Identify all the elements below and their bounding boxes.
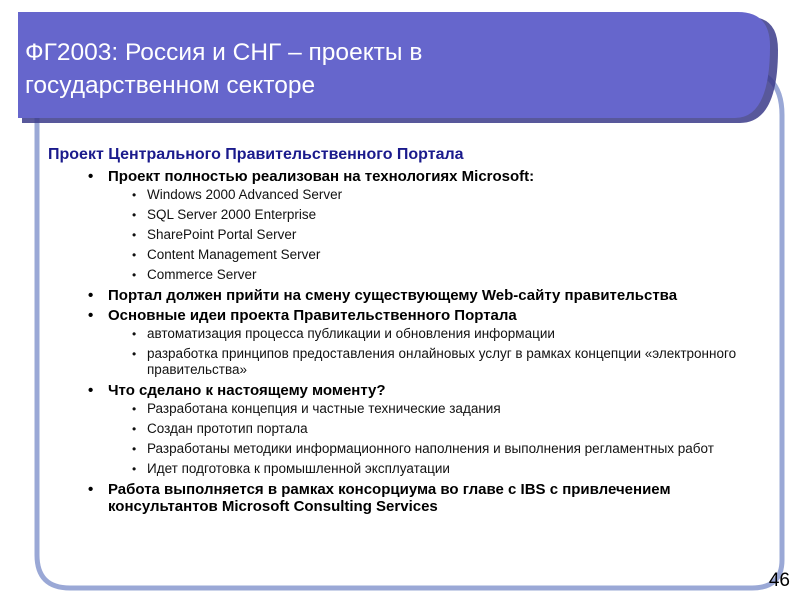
sub-bullet-text: Content Management Server [147,247,321,262]
bullet-item [48,168,770,185]
section-heading: Проект Центрального Правительственного Портала [48,146,464,163]
sub-bullet-text: Разработаны методики информационного наполнения и выполнения регламентных работ [147,441,714,456]
sub-bullet-icon: • [132,442,137,456]
sub-bullet-text: разработка принципов предоставления онлайновых услуг в рамках концепции «электронного правительства» [147,346,737,377]
sub-bullet-item [48,187,770,203]
sub-bullet-icon: • [132,268,137,282]
sub-bullet-item [48,401,770,417]
sub-bullet-icon: • [132,327,137,341]
bullet-icon: • [88,168,94,185]
sub-bullet-icon: • [132,188,137,202]
slide-title-line2: государственном секторе [25,72,316,99]
bullet-text: Проект полностью реализован на технологиях Microsoft: [108,168,535,185]
bullet-text: Работа выполняется в рамках консорциума во главе с IBS с привлечением консультантов Microsoft Consulting Services [108,481,671,515]
sub-bullet-text: Идет подготовка к промышленной эксплуатации [147,461,450,476]
bullet-icon: • [88,382,94,399]
sub-bullet-icon: • [132,347,137,361]
sub-bullet-item [48,346,770,378]
sub-bullet-icon: • [132,248,137,262]
sub-bullet-text: SQL Server 2000 Enterprise [147,207,317,222]
bullet-icon: • [88,307,94,324]
sub-bullet-text: автоматизация процесса публикации и обновления информации [147,326,555,341]
bullet-text: Основные идеи проекта Правительственного Портала [108,307,517,324]
sub-bullet-icon: • [132,228,137,242]
sub-bullet-text: SharePoint Portal Server [147,227,297,242]
bullet-item [48,481,770,515]
sub-bullet-item [48,421,770,437]
bullet-item [48,287,770,304]
sub-bullet-icon: • [132,462,137,476]
page-number: 46 [768,570,790,591]
sub-bullet-text: Разработана концепция и частные технические задания [147,401,501,416]
bullet-item [48,307,770,324]
sub-bullet-text: Создан прототип портала [147,421,308,436]
sub-bullet-icon: • [132,208,137,222]
sub-bullet-item [48,326,770,342]
sub-bullet-item [48,247,770,263]
sub-bullet-item [48,441,770,457]
bullet-icon: • [88,481,94,498]
slide-content [48,145,770,517]
sub-bullet-icon: • [132,422,137,436]
sub-bullet-text: Windows 2000 Advanced Server [147,187,343,202]
sub-bullet-icon: • [132,402,137,416]
slide-title [25,36,745,102]
sub-bullet-item [48,461,770,477]
sub-bullet-item [48,267,770,283]
bullet-text: Портал должен прийти на смену существующему Web-сайту правительства [108,287,678,304]
slide-title-line1: ФГ2003: Россия и СНГ – проекты в [25,39,423,66]
bullet-text: Что сделано к настоящему моменту? [108,382,386,399]
bullet-icon: • [88,287,94,304]
sub-bullet-text: Commerce Server [147,267,257,282]
sub-bullet-item [48,207,770,223]
bullet-item [48,382,770,399]
bullet-list [48,168,770,515]
sub-bullet-item [48,227,770,243]
